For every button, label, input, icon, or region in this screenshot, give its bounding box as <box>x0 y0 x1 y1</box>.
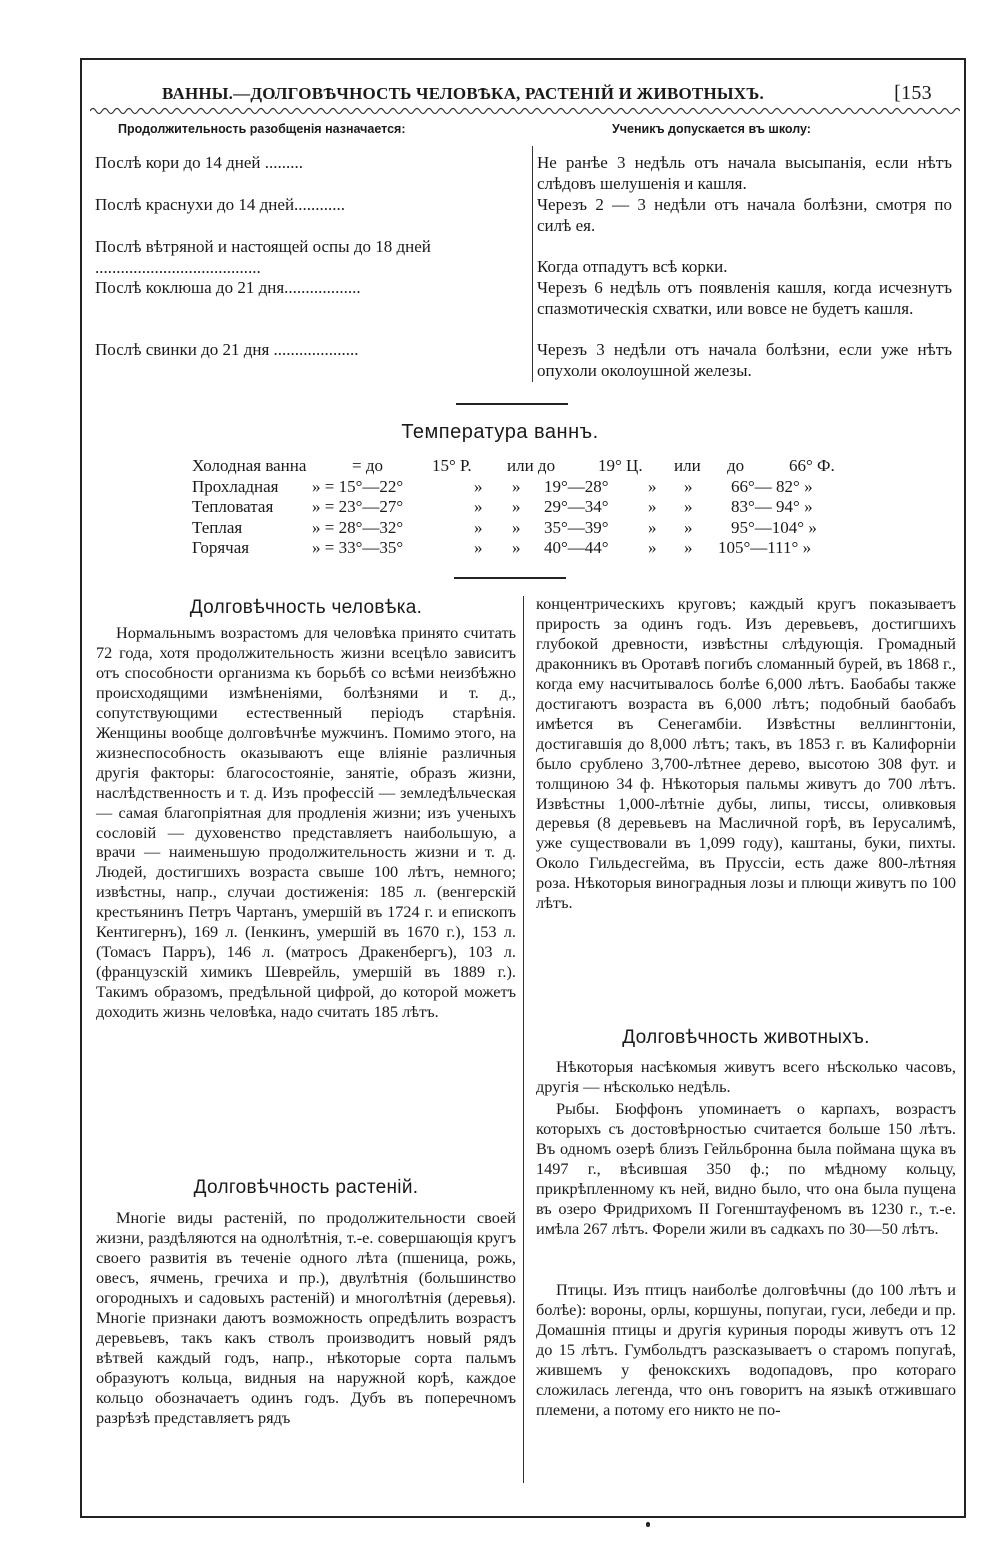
temp-cell: = до <box>352 456 383 475</box>
temp-cell: 66° Ф. <box>789 456 835 475</box>
quarantine-left-header: Продолжительность разобщенія назначается: <box>118 122 406 136</box>
divider-rule <box>454 577 566 579</box>
temp-cell: 19°—28° <box>544 476 609 496</box>
temp-cell: 95°—104° » <box>731 517 817 537</box>
temp-cell: » <box>512 538 521 557</box>
temp-cell: » <box>474 517 483 537</box>
temp-cell: 15° Р. <box>432 456 472 475</box>
animals-insects-paragraph: Нѣкоторыя насѣкомыя живутъ всего нѣсколько часовъ, другія — нѣсколько недѣль. <box>536 1057 956 1096</box>
admission-cell: Черезъ 6 недѣль отъ появленія кашля, когда исчезнутъ спазмотическія схватки, или вовсе не будетъ кашля. <box>537 278 952 318</box>
temp-cell: 40°—44° <box>544 538 609 557</box>
temp-cell: » <box>648 517 657 537</box>
temp-cell: » <box>512 476 521 496</box>
plants-paragraph: Многіе виды растеній, по продолжительности своей жизни, раздѣляются на однолѣтнія, т.-е. совершающія кругъ своего развитія въ теченіе одного лѣта (пшеница, рожь, овесъ, ячмень, гречиха и пр.), двулѣтнія (большинство огородныхъ и садовыхъ растеній) и многолѣтнія (деревья). Многіе признаки даютъ возможность опредѣлить возрастъ деревьевъ, такъ какъ стволъ производитъ новый рядъ вѣтвей каждый годъ, напр., нѣкоторые сорта пальмъ образуютъ кольца, видныя на наружной корѣ, каждое кольцо обозначаетъ одинъ годъ. Дубъ въ поперечномъ разрѣзѣ представляетъ рядъ <box>96 1208 516 1427</box>
quarantine-right-header: Ученикъ допускается въ школу: <box>612 122 811 136</box>
temp-cell: или до <box>507 456 556 475</box>
temp-cell: » <box>684 476 693 496</box>
temp-cell: 29°—34° <box>544 497 609 516</box>
temp-cell: до <box>727 456 745 475</box>
running-title: ВАННЫ.—ДОЛГОВѢЧНОСТЬ ЧЕЛОВѢКА, РАСТЕНІЙ И ЖИВОТНЫХЪ. <box>162 84 764 103</box>
temp-cell: » <box>512 497 521 516</box>
temp-cell: » = 23°—27° <box>312 497 404 516</box>
animals-birds-paragraph: Птицы. Изъ птицъ наиболѣе долговѣчны (до 100 лѣтъ и болѣе): вороны, орлы, коршуны, попугаи, гуси, лебеди и пр. Домашнія птицы и другія куриныя породы живутъ отъ 12 до 15 лѣтъ. Гумбольдтъ разсказываетъ о старомъ попугаѣ, жившемъ у фенокскихъ водопадовъ, про котораго сложилась легенда, что онъ говоритъ на языкѣ отжившаго племени, а потому его никто не по- <box>536 1280 956 1419</box>
temp-cell: » = 28°—32° <box>312 517 404 537</box>
temp-cell: 66°— 82° » <box>731 476 813 496</box>
page-number: [153 <box>894 82 932 104</box>
temp-cell: 105°—111° » <box>718 538 812 557</box>
temp-cell: » <box>684 497 693 516</box>
animals-fish-paragraph: Рыбы. Бюффонъ упоминаетъ о карпахъ, возрастъ которыхъ съ достовѣрностью считается больше 150 лѣтъ. Въ одномъ озерѣ близъ Гейльбронна была поймана щука въ 1497 г., вѣсившая 350 ф.; по мѣдному кольцу, прикрѣпленному къ ней, видно было, что она была пущена въ озеро Фридрихомъ II Гогенштауфеномъ въ 1230 г., т.-е. имѣла 267 лѣтъ. Форели жили въ садкахъ по 30—50 лѣтъ. <box>536 1099 956 1238</box>
disease-cell: Послѣ кори до 14 дней ......... <box>95 153 303 172</box>
temp-cell: » = 15°—22° <box>312 476 404 496</box>
temp-cell: 83°— 94° » <box>731 497 813 516</box>
temperature-title: Температура ваннъ. <box>401 421 599 443</box>
temp-cell: 19° Ц. <box>598 456 643 475</box>
temp-cell: Горячая <box>192 538 250 557</box>
admission-cell: Черезъ 2 — 3 недѣли отъ начала болѣзни, смотря по силѣ ея. <box>537 195 952 235</box>
temp-cell: Теплая <box>192 517 243 537</box>
admission-cell: Не ранѣе 3 недѣль отъ начала высыпанія, если нѣтъ слѣдовъ шелушенія и кашля. <box>537 153 952 193</box>
section-title-plants: Долговѣчность растеній. <box>193 1177 419 1198</box>
temp-cell: Тепловатая <box>192 497 274 516</box>
section-title-human: Долговѣчность человѣка. <box>189 597 423 618</box>
wavy-rule <box>90 106 960 116</box>
temp-cell: » <box>684 538 693 557</box>
print-mark <box>646 1522 650 1527</box>
temp-cell: Холодная ванна <box>192 456 307 475</box>
admission-cell: Черезъ 3 недѣли отъ начала болѣзни, если уже нѣтъ опухоли околоушной железы. <box>537 340 952 380</box>
temp-cell: » <box>474 476 483 496</box>
temp-cell: » <box>648 476 657 496</box>
temp-cell: » = 33°—35° <box>312 538 404 557</box>
admission-cell: Когда отпадутъ всѣ корки. <box>537 257 728 276</box>
plants-paragraph-continued: концентрическихъ круговъ; каждый кругъ показываетъ прирость за одинъ годъ. Изъ деревьевъ, достигшихъ глубокой древности, извѣстны слѣдующія. Громадный драконникъ въ Оротавѣ погибъ сломанный бурей, въ 1868 г., когда ему насчитывалось болѣе 6,000 лѣтъ. Баобабы также достигаютъ возраста въ 6,000 лѣтъ; подобный баобабъ имѣется въ Сенегамбіи. Извѣстны веллингтоніи, достигавшія до 8,000 лѣтъ; такъ, въ 1853 г. въ Калифорніи было срублено 3,700-лѣтнее дерево, высотою 308 фут. и толщиною 34 ф. Нѣкоторыя пальмы живутъ до 700 лѣтъ. Извѣстны 1,000-лѣтніе дубы, липы, тиссы, оливковыя деревья (8 деревьевъ на Масличной горѣ, въ Іерусалимѣ, уже существовали въ 1,099 году), каштаны, буки, пихты. Около Гильдесгейма, въ Пруссіи, есть даже 800-лѣтняя роза. Нѣкоторыя виноградныя лозы и плющи живутъ по 100 лѣтъ. <box>536 594 956 913</box>
disease-cell: Послѣ вѣтряной и настоящей оспы до 18 дней ....................................... <box>95 237 431 277</box>
divider-rule <box>456 403 568 405</box>
temp-cell: » <box>474 497 483 516</box>
temp-cell: » <box>648 497 657 516</box>
temp-cell: или <box>674 456 701 475</box>
temp-cell: 35°—39° <box>544 517 609 537</box>
column-divider <box>523 596 524 1483</box>
disease-cell: Послѣ коклюша до 21 дня.................. <box>95 278 361 297</box>
disease-cell: Послѣ свинки до 21 дня .................... <box>95 340 359 359</box>
temp-cell: » <box>648 538 657 557</box>
temp-cell: Прохладная <box>192 476 279 496</box>
quarantine-divider <box>532 146 533 382</box>
section-title-animals: Долговѣчность животныхъ. <box>622 1027 870 1048</box>
temp-cell: » <box>474 538 483 557</box>
temp-cell: » <box>512 517 521 537</box>
temp-cell: » <box>684 517 693 537</box>
human-paragraph: Нормальнымъ возрастомъ для человѣка принято считать 72 года, хотя продолжительность жизни всецѣло зависитъ отъ способности организма къ борьбѣ со всѣми неизбѣжно происходящими измѣненіями, болѣзнями и т. д., сопутствующими естественный періодъ старѣнія. Женщины вообще долговѣчнѣе мужчинъ. Помимо этого, на жизнеспособность оказываютъ еще вліяніе различныя другія факторы: благосостояніе, занятіе, образъ жизни, наслѣдственность и т. д. Изъ профессій — земледѣльческая — самая благопріятная для продленія жизни; изъ ученыхъ сословій — духовенство представляетъ наибольшую, а врачи — наименьшую продолжительность жизни и т. д. Людей, достигшихъ возраста свыше 100 лѣтъ, немного; извѣстны, напр., случаи достиженія: 185 л. (венгерскій крестьянинъ Петръ Чартанъ, умершій въ 1724 г. и епископъ Кентигернъ), 169 л. (Іенкинъ, умершій въ 1670 г.), 153 л. (Томасъ Парръ), 146 л. (матросъ Дракенбергъ), 103 л. (французскій химикъ Шеврейль, умершій въ 1889 г.). Такимъ образомъ, предѣльной цифрой, до которой можетъ доходить жизнь человѣка, надо считать 185 лѣтъ. <box>96 623 516 1022</box>
disease-cell: Послѣ краснухи до 14 дней............ <box>95 195 346 214</box>
